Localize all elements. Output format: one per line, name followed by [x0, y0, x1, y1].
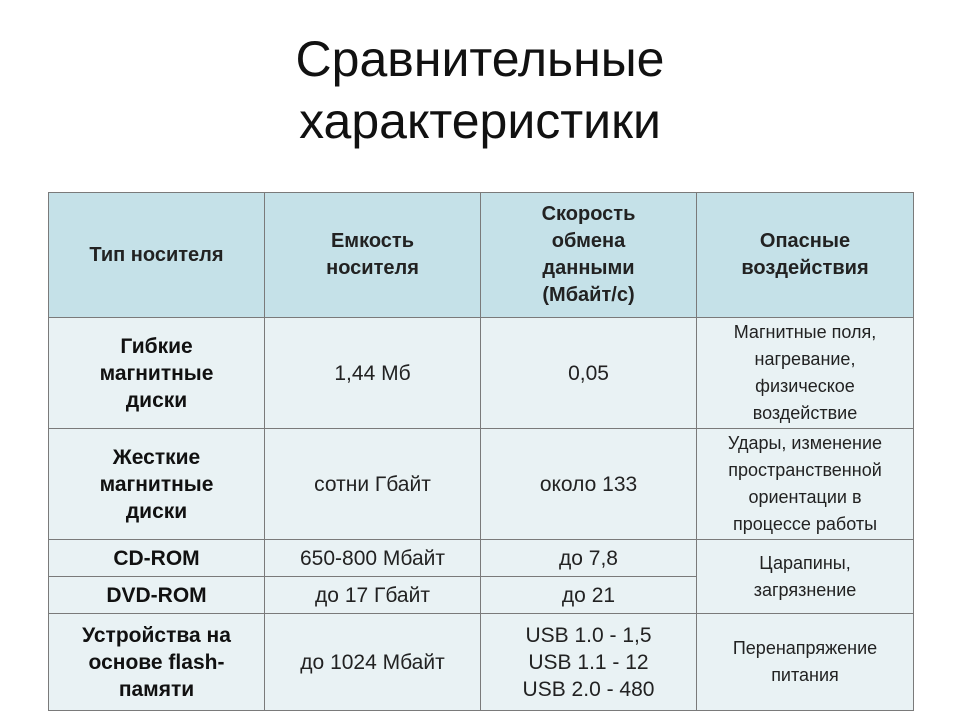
header-speed: Скорость обмена данными (Мбайт/с) — [481, 193, 697, 318]
table-row-hdd — [49, 429, 914, 540]
cell-speed: до 7,8 — [481, 540, 697, 577]
cell-type: DVD-ROM — [49, 577, 265, 614]
cell-risk-optical: Царапины, загрязнение — [697, 540, 914, 614]
cell-capacity: сотни Гбайт — [265, 429, 481, 540]
title-line-2: характеристики — [299, 93, 661, 149]
header-type: Тип носителя — [49, 193, 265, 318]
cell-risk: Перенапряжение питания — [697, 614, 914, 711]
cell-capacity: 650-800 Мбайт — [265, 540, 481, 577]
cell-risk: Магнитные поля, нагревание, физическое воздействие — [697, 318, 914, 429]
table-row-floppy — [49, 318, 914, 429]
cell-risk: Удары, изменение пространственной ориентации в процессе работы — [697, 429, 914, 540]
table-row-cd — [49, 540, 914, 577]
cell-type: Устройства на основе flash- памяти — [49, 614, 265, 711]
cell-type: CD-ROM — [49, 540, 265, 577]
cell-speed: 0,05 — [481, 318, 697, 429]
page-title — [0, 28, 960, 152]
header-capacity: Емкость носителя — [265, 193, 481, 318]
cell-type: Гибкие магнитные диски — [49, 318, 265, 429]
comparison-table — [48, 192, 914, 711]
table-row-flash — [49, 614, 914, 711]
title-line-1: Сравнительные — [295, 31, 665, 87]
cell-type: Жесткие магнитные диски — [49, 429, 265, 540]
table-header-row — [49, 193, 914, 318]
cell-speed: USB 1.0 - 1,5 USB 1.1 - 12 USB 2.0 - 480 — [481, 614, 697, 711]
cell-speed: около 133 — [481, 429, 697, 540]
cell-capacity: 1,44 Мб — [265, 318, 481, 429]
cell-capacity: до 1024 Мбайт — [265, 614, 481, 711]
cell-capacity: до 17 Гбайт — [265, 577, 481, 614]
header-risk: Опасные воздействия — [697, 193, 914, 318]
cell-speed: до 21 — [481, 577, 697, 614]
